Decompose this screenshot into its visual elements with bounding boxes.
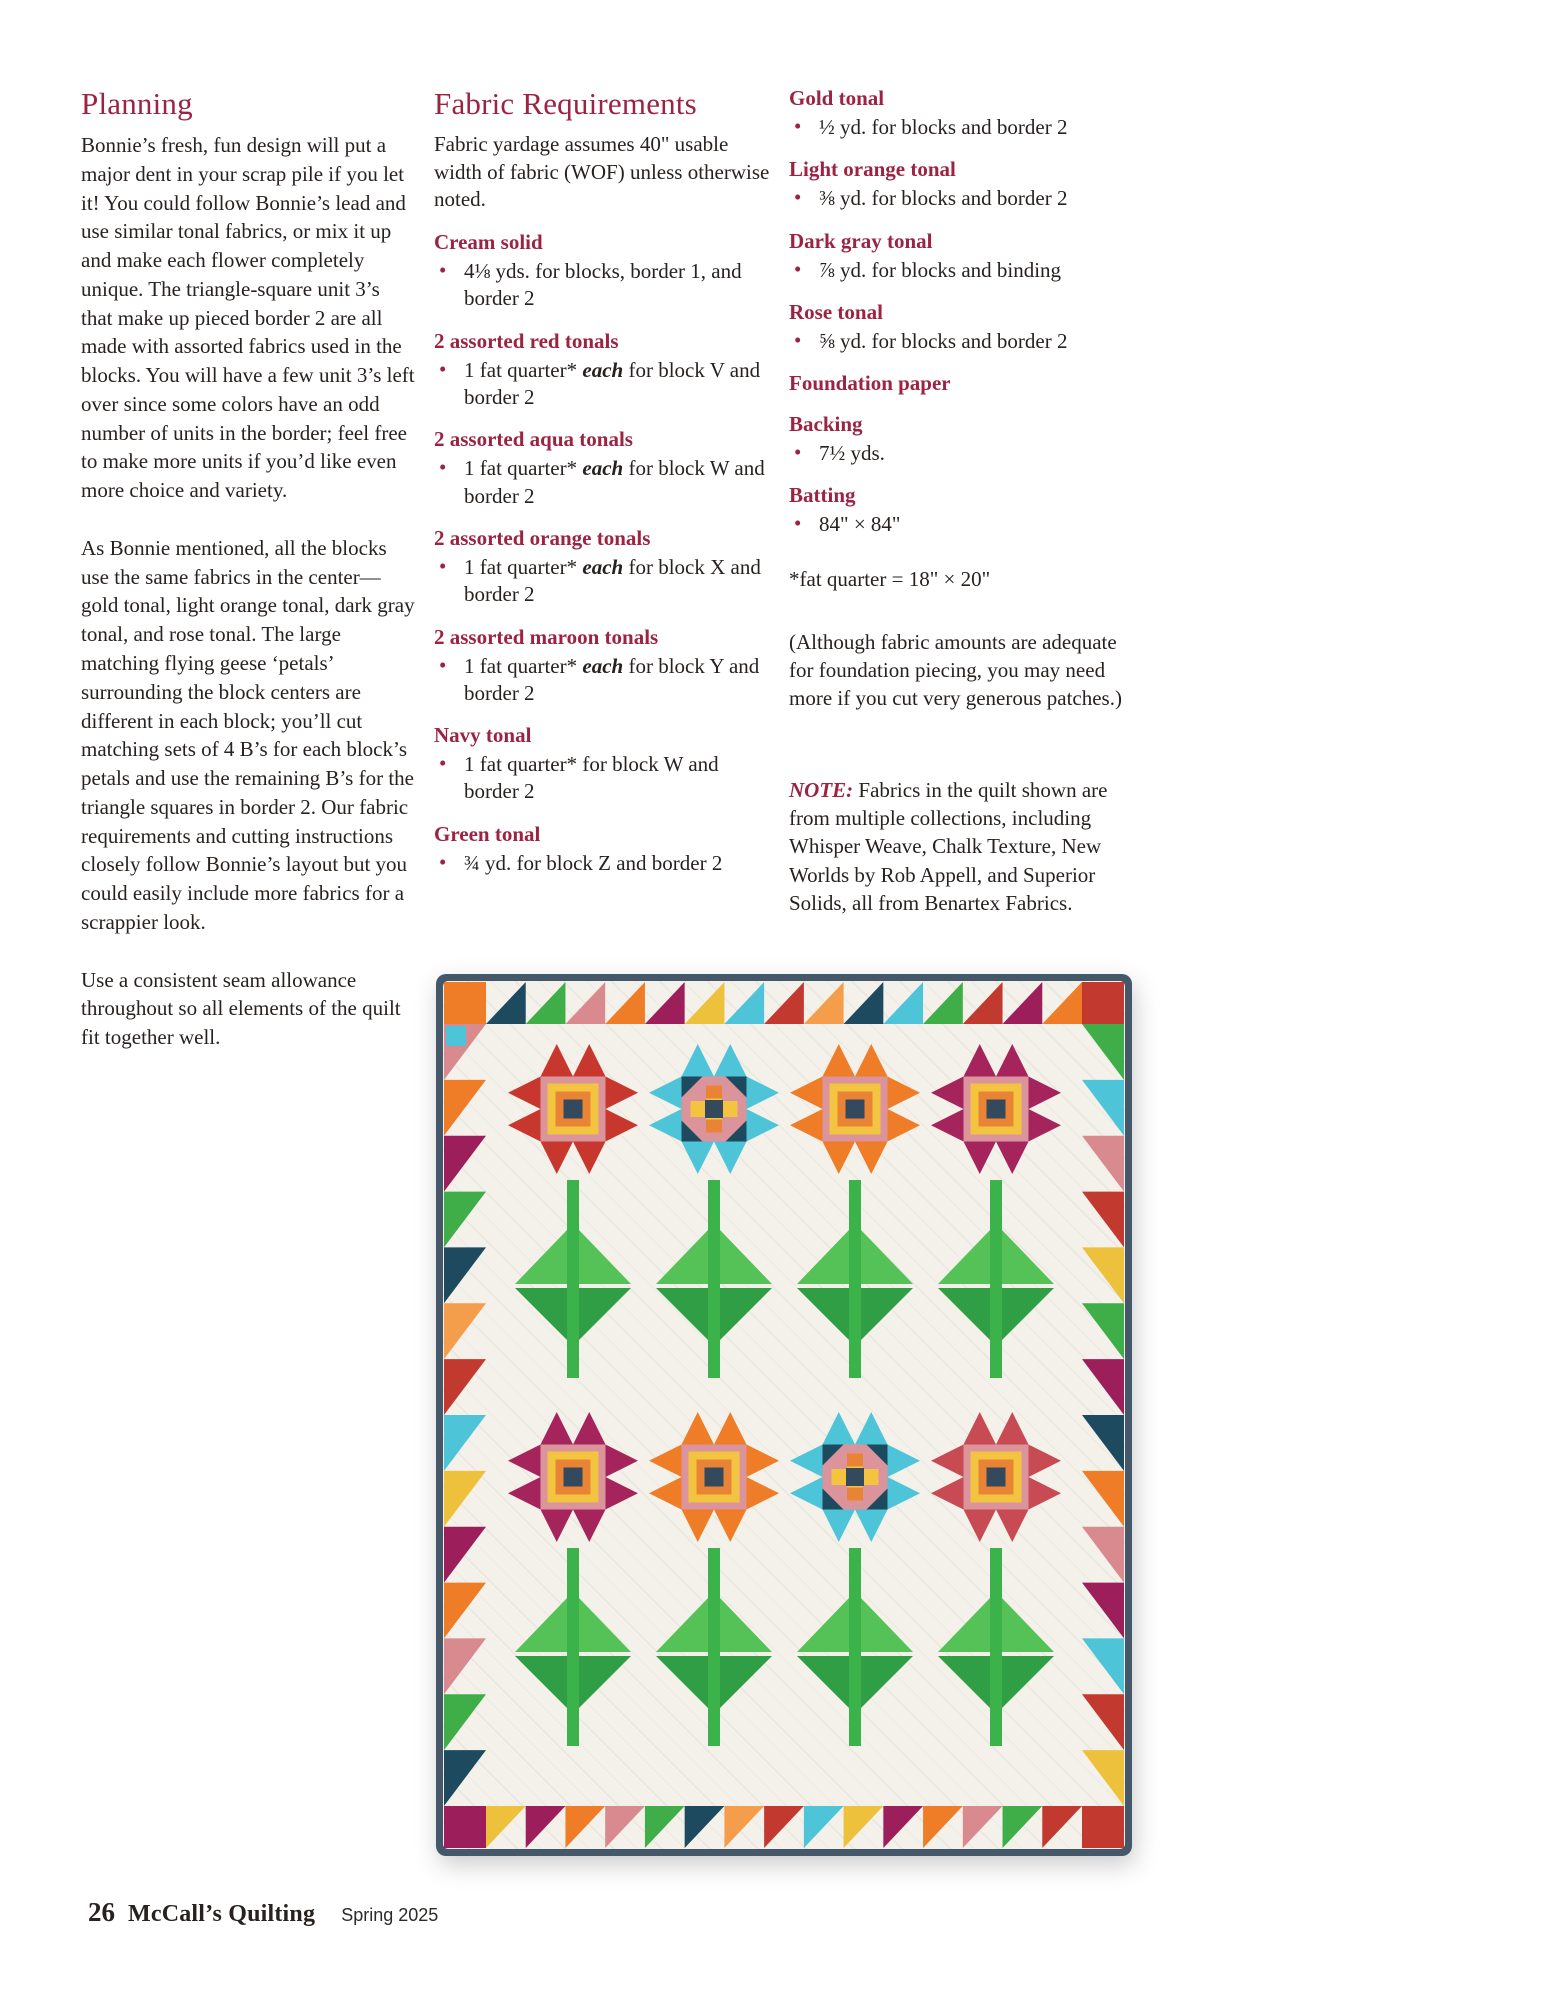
fabric-item-heading: Green tonal xyxy=(434,821,541,846)
bullet-text: 1 fat quarter* xyxy=(464,554,583,579)
page-number: 26 xyxy=(88,1897,115,1927)
bullet-text: for block X and border 2 xyxy=(464,554,761,607)
bullet-item xyxy=(789,511,1145,538)
bullet-text: ⅝ yd. for blocks and border 2 xyxy=(819,328,1068,353)
bullet-text: for block W and border 2 xyxy=(464,456,765,508)
bullet-item xyxy=(434,554,778,609)
bullet-item xyxy=(789,257,1145,284)
although-note: (Although fabric amounts are adequate for foundation piecing, you may need more if you cut very generous patches.) xyxy=(789,629,1122,711)
fabric-item-heading: Light orange tonal xyxy=(789,157,956,182)
fabric-item-dark-gray-tonal xyxy=(789,229,1145,284)
fabric-item-heading: Cream solid xyxy=(434,230,543,255)
bullet-emphasis: each xyxy=(582,357,624,382)
fabric-item-backing xyxy=(789,412,1145,467)
bullet-item xyxy=(434,357,778,412)
fabric-item-heading: Rose tonal xyxy=(789,299,883,324)
bullet-text: 1 fat quarter* for block W and border 2 xyxy=(464,752,719,804)
fabric-item-heading: 2 assorted aqua tonals xyxy=(434,427,633,452)
bullet-text: ⅞ yd. for blocks and binding xyxy=(819,257,1062,282)
fabric-item-orange-tonals xyxy=(434,526,778,609)
bullet-text: 4⅛ yds. for blocks, border 1, and border 2 xyxy=(464,259,742,311)
quilt-photo xyxy=(434,972,1134,1862)
bullet-emphasis: each xyxy=(582,554,624,579)
fabric-item-heading: 2 assorted orange tonals xyxy=(434,525,651,550)
bullet-item xyxy=(434,455,778,510)
bullet-text: 1 fat quarter* xyxy=(464,653,583,678)
fabric-item-heading: Dark gray tonal xyxy=(789,228,933,253)
fabric-item-aqua-tonals xyxy=(434,427,778,510)
fabric-item-heading: Gold tonal xyxy=(789,86,885,110)
bullet-text: ½ yd. for blocks and border 2 xyxy=(819,115,1068,139)
planning-column xyxy=(81,86,415,1052)
bullet-text: for block Y and border 2 xyxy=(464,653,760,705)
fabric-requirements-column-2 xyxy=(789,86,1145,938)
bullet-item xyxy=(434,653,778,708)
bullet-text: for block V and border 2 xyxy=(464,357,761,410)
quilt-illustration xyxy=(434,972,1134,1862)
fabric-item-light-orange-tonal xyxy=(789,157,1145,212)
bullet-item xyxy=(434,258,778,313)
planning-title: Planning xyxy=(81,86,193,121)
fabric-item-green-tonal xyxy=(434,822,778,877)
page-footer xyxy=(88,1897,438,1928)
fabric-item-heading: 2 assorted red tonals xyxy=(434,328,619,353)
fabric-item-heading: Navy tonal xyxy=(434,723,532,748)
fabric-requirements-column xyxy=(434,86,778,877)
bullet-item xyxy=(434,751,778,806)
bullet-emphasis: each xyxy=(582,456,624,481)
bullet-item xyxy=(789,440,1145,467)
fabrics-note xyxy=(789,776,1145,917)
fabric-requirements-intro: Fabric yardage assumes 40" usable width of fabric (WOF) unless otherwise noted. xyxy=(434,132,770,212)
issue-label: Spring 2025 xyxy=(341,1905,439,1925)
fabric-item-batting xyxy=(789,483,1145,538)
bullet-text: 1 fat quarter* xyxy=(464,456,583,481)
fabric-requirements-title: Fabric Requirements xyxy=(434,86,697,121)
fabric-item-heading: 2 assorted maroon tonals xyxy=(434,624,659,649)
bullet-text: 84" × 84" xyxy=(819,512,901,537)
fabric-item-cream-solid xyxy=(434,230,778,313)
bullet-item xyxy=(789,328,1145,355)
fabric-item-navy-tonal xyxy=(434,723,778,806)
bullet-item xyxy=(789,114,1145,141)
fabric-item-foundation-paper xyxy=(789,371,1145,396)
planning-paragraph: Use a consistent seam allowance throughout so all elements of the quilt fit together well. xyxy=(81,967,401,1050)
fabric-item-gold-tonal xyxy=(789,86,1145,141)
fabric-item-red-tonals xyxy=(434,329,778,412)
fabric-item-heading: Backing xyxy=(789,412,863,437)
fabric-item-rose-tonal xyxy=(789,300,1145,355)
fabric-item-maroon-tonals xyxy=(434,625,778,708)
bullet-text: 1 fat quarter* xyxy=(464,357,583,382)
bullet-text: ¾ yd. for block Z and border 2 xyxy=(464,850,723,875)
note-text: Fabrics in the quilt shown are from multiple collections, including Whisper Weave, Chalk Texture, New Worlds by Rob Appell, and Superior Solids, all from Benartex Fabrics. xyxy=(789,778,1108,915)
planning-paragraph: Bonnie’s fresh, fun design will put a major dent in your scrap pile if you let it! You could follow Bonnie’s lead and use similar tonal fabrics, or mix it up and make each flower completely unique. The triangle-square unit 3’s that make up pieced border 2 are all made with assorted fabrics used in the blocks. You will have a few unit 3’s left over since some colors have an odd number of units in the border; feel free to make more units if you’d like even more choice and variety. xyxy=(81,133,415,503)
bullet-text: ⅜ yd. for blocks and border 2 xyxy=(819,186,1068,211)
magazine-title: McCall’s Quilting xyxy=(128,1901,316,1927)
note-label: NOTE: xyxy=(789,778,854,803)
bullet-emphasis: each xyxy=(582,653,624,678)
fabric-item-heading: Foundation paper xyxy=(789,371,951,396)
fat-quarter-note: *fat quarter = 18" × 20" xyxy=(789,566,991,591)
fabric-item-heading: Batting xyxy=(789,483,856,508)
bullet-item xyxy=(789,185,1145,212)
planning-paragraph: As Bonnie mentioned, all the blocks use the same fabrics in the center—gold tonal, light orange tonal, dark gray tonal, and rose tonal. The large matching flying geese ‘petals’ surrounding the block centers are different in each block; you’ll cut matching sets of 4 B’s for each block’s petals and use the remaining B’s for the triangle squares in border 2. Our fabric requirements and cutting instructions closely follow Bonnie’s layout but you could easily include more fabrics for a scrappier look. xyxy=(81,535,415,934)
bullet-text: 7½ yds. xyxy=(819,441,885,466)
bullet-item xyxy=(434,850,778,877)
